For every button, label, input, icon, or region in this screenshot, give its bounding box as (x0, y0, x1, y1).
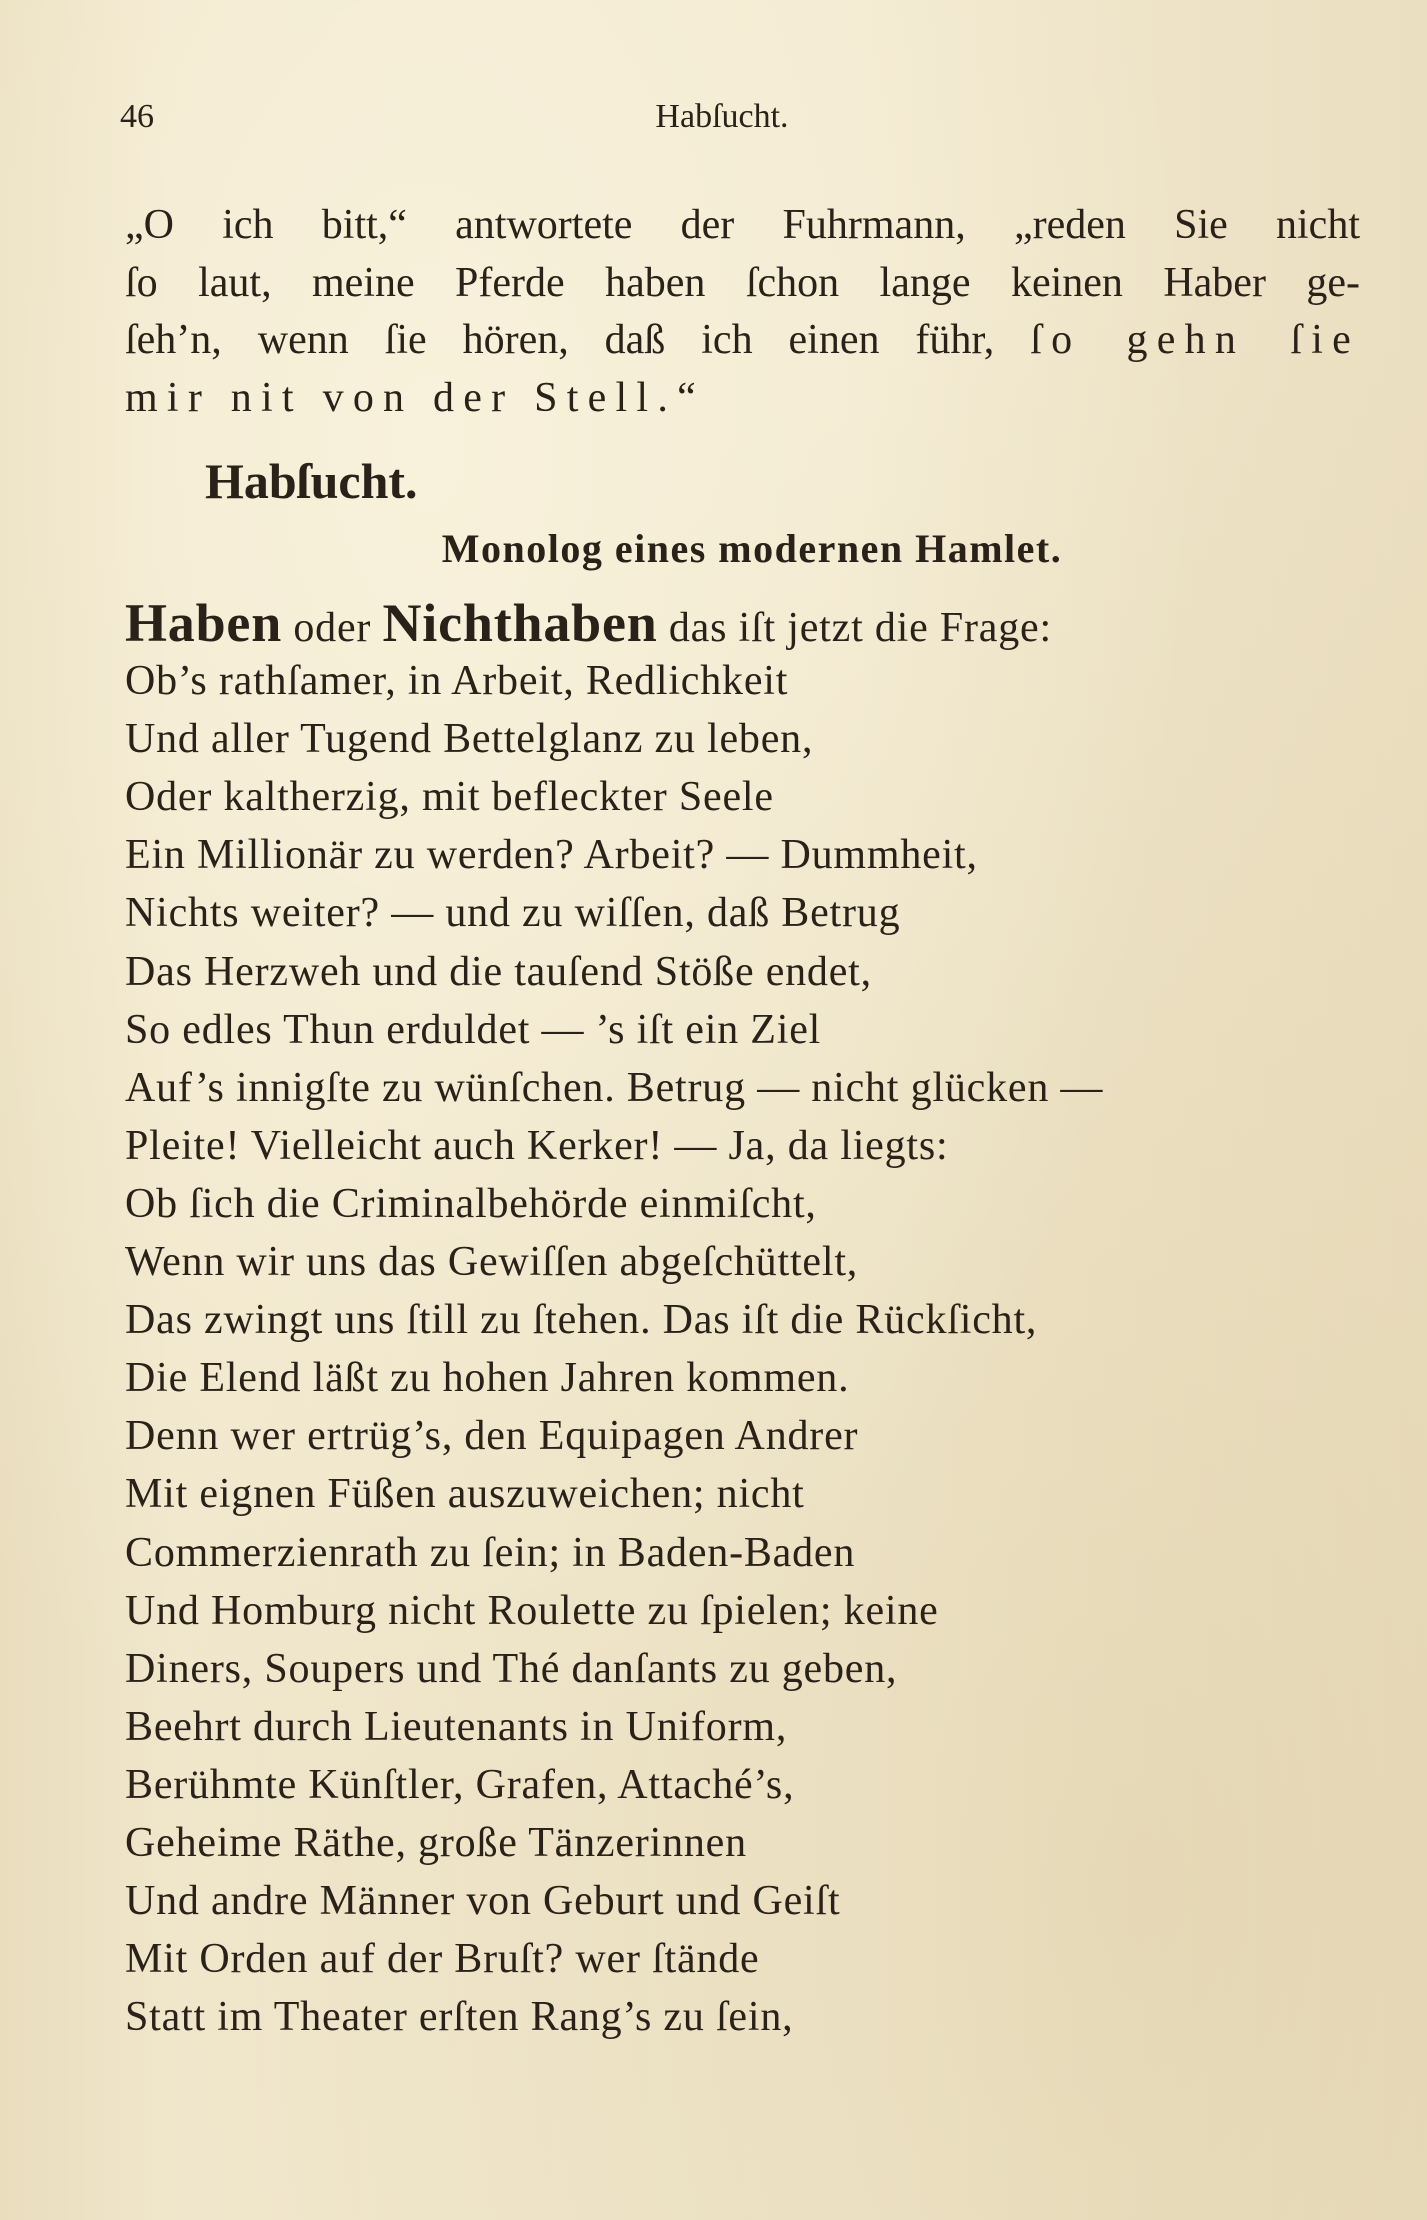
poem-line: Commerzienrath zu ſein; in Baden-Baden (125, 1529, 856, 1576)
paragraph-line (125, 370, 1360, 428)
paragraph-line: ſo laut, meine Pferde haben ſchon lange keinen Haber ge- (125, 259, 1360, 306)
poem-line: So edles Thun erduldet — ’s iſt ein Ziel (125, 1006, 822, 1053)
poem-word: oder (293, 605, 372, 651)
paragraph-line: „O ich bitt,“ antwortete der Fuhrmann, „reden Sie nicht (125, 202, 1360, 248)
poem-line: Auf’s innigſte zu wünſchen. Betrug — nicht glücken — (125, 1064, 1104, 1111)
spaced-dialect-text: ſo gehn ſie (1030, 317, 1360, 364)
poem-line: Wenn wir uns das Gewiſſen abgeſchüttelt, (125, 1239, 859, 1286)
poem-line: Die Elend läßt zu hohen Jahren kommen. (125, 1355, 850, 1402)
paragraph-text: ſeh’n, wenn ſie hören, daß ich einen führ, (125, 317, 995, 364)
section-subtitle: Monolog eines modernen Hamlet. (441, 526, 1063, 571)
poem-line: Oder kaltherzig, mit befleckter Seele (125, 774, 774, 821)
poem-line: Statt im Theater erſten Rang’s zu ſein, (125, 1994, 794, 2041)
poem-line: Diners, Soupers und Thé danſants zu geben, (125, 1645, 898, 1692)
poem-line: Nichts weiter? — und zu wiſſen, daß Betrug (125, 890, 901, 937)
poem-line: Berühmte Künſtler, Grafen, Attaché’s, (125, 1761, 795, 1808)
poem-line: Mit eignen Füßen auszuweichen; nicht (125, 1471, 805, 1518)
page-number: 46 (120, 98, 154, 135)
intro-paragraph (125, 197, 1360, 427)
poem-line: Pleite! Vielleicht auch Kerker! — Ja, da liegts: (125, 1122, 949, 1169)
poem-line: Ein Millionär zu werden? Arbeit? — Dummheit, (125, 832, 978, 879)
poem-line: Ob’s rathſamer, in Arbeit, Redlichkeit (125, 658, 789, 705)
poem-line-first (125, 594, 1103, 652)
running-head: Habſucht. (655, 98, 789, 135)
paragraph-line (125, 312, 1360, 370)
spaced-dialect-text: mir nit von der Stell.“ (125, 374, 705, 421)
section-title: Habſucht. (205, 453, 418, 509)
poem-line: Und andre Männer von Geburt und Geiſt (125, 1878, 841, 1925)
poem-line: Das Herzweh und die tauſend Stöße endet, (125, 948, 872, 995)
poem-text: das iſt jetzt die Frage: (668, 605, 1052, 651)
poem-line: Mit Orden auf der Bruſt? wer ſtände (125, 1936, 760, 1983)
poem-line: Beehrt durch Lieutenants in Uniform, (125, 1703, 788, 1750)
poem-line: Denn wer ertrüg’s, den Equipagen Andrer (125, 1413, 859, 1460)
poem (125, 594, 1103, 2046)
poem-line: Und Homburg nicht Roulette zu ſpielen; keine (125, 1587, 939, 1634)
poem-line: Und aller Tugend Bettelglanz zu leben, (125, 716, 814, 763)
poem-line: Ob ſich die Criminalbehörde einmiſcht, (125, 1180, 817, 1227)
emphasized-word: Haben (125, 593, 283, 653)
poem-line: Das zwingt uns ſtill zu ſtehen. Das iſt die Rückſicht, (125, 1297, 1038, 1344)
emphasized-word: Nichthaben (382, 593, 658, 653)
poem-line: Geheime Räthe, große Tänzerinnen (125, 1819, 747, 1866)
